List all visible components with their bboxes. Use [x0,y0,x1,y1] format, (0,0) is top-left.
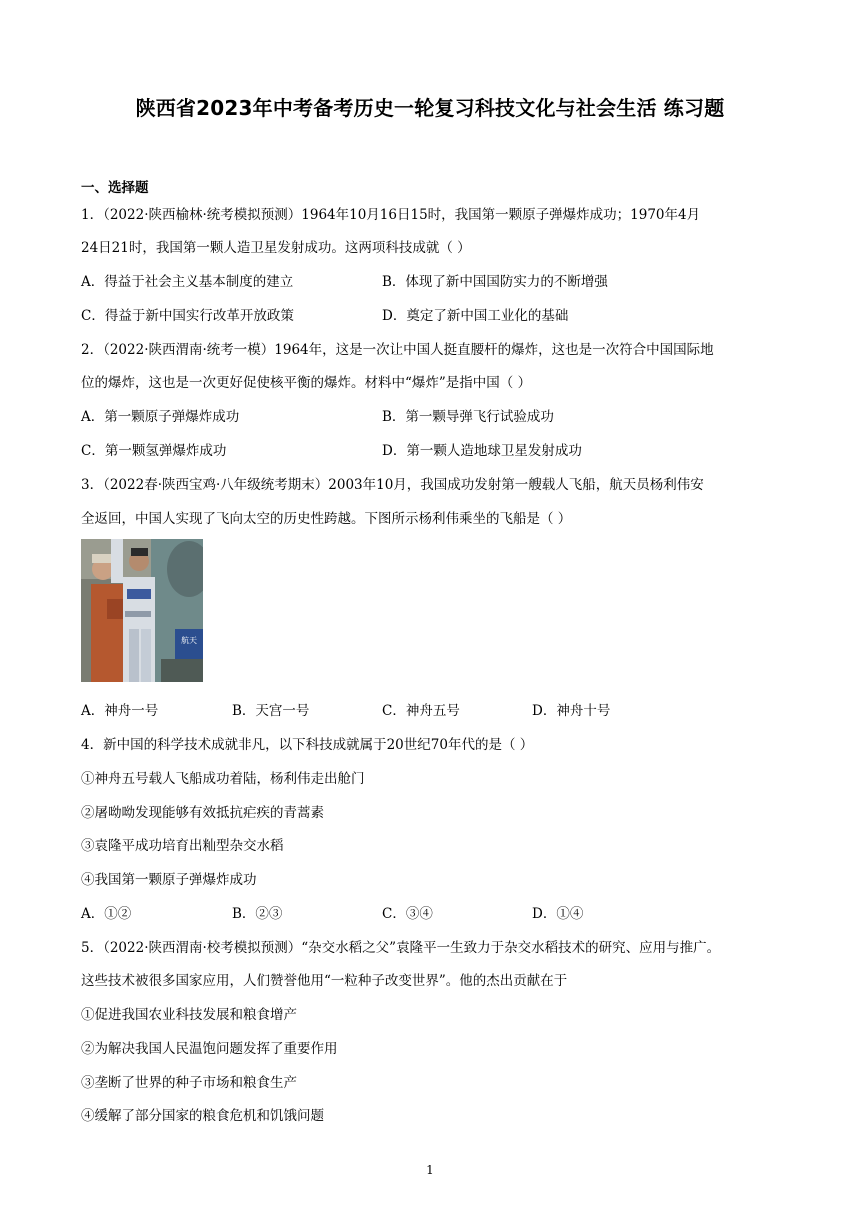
question-1-option-a: A．得益于社会主义基本制度的建立 [81,274,294,290]
question-3-option-c: C．神舟五号 [382,703,460,719]
question-5-line-1: 5．（2022·陕西渭南·校考模拟预测）“杂交水稻之父”袁隆平一生致力于杂交水稻技术的研究、应用与推广。 [81,940,721,956]
question-4-option-d: D．①④ [532,906,584,922]
question-5-item-1: ①促进我国农业科技发展和粮食增产 [81,1007,297,1023]
question-4-item-1: ①神舟五号载人飞船成功着陆，杨利伟走出舱门 [81,771,365,787]
question-4-option-c: C．③④ [382,906,433,922]
question-2-option-d: D．第一颗人造地球卫星发射成功 [382,443,582,459]
page-number: 1 [426,1163,434,1177]
question-3-option-a: A．神舟一号 [81,703,159,719]
question-5-item-3: ③垄断了世界的种子市场和粮食生产 [81,1075,297,1091]
question-2-option-c: C．第一颗氢弹爆炸成功 [81,443,227,459]
question-3-line-1: 3．（2022春·陕西宝鸡·八年级统考期末）2003年10月，我国成功发射第一艘载人飞船，航天员杨利伟安 [81,477,704,493]
question-4-option-b: B．②③ [232,906,283,922]
question-2-line-1: 2．（2022·陕西渭南·统考一模）1964年，这是一次让中国人挺直腰杆的爆炸，这也是一次符合中国国际地 [81,342,714,358]
question-2-option-b: B．第一颗导弹飞行试验成功 [382,409,554,425]
question-4-item-3: ③袁隆平成功培育出籼型杂交水稻 [81,838,284,854]
question-2-line-2: 位的爆炸，这也是一次更好促使核平衡的爆炸。材料中“爆炸”是指中国（ ） [81,375,532,391]
question-1-option-c: C．得益于新中国实行改革开放政策 [81,308,294,324]
question-5-line-2: 这些技术被很多国家应用，人们赞誉他用“一粒种子改变世界”。他的杰出贡献在于 [81,973,568,989]
question-4-option-a: A．①② [81,906,132,922]
question-5-item-2: ②为解决我国人民温饱问题发挥了重要作用 [81,1041,338,1057]
section-heading: 一、选择题 [81,180,149,196]
page-title: 陕西省2023年中考备考历史一轮复习科技文化与社会生活 练习题 [135,96,725,120]
question-1-line-2: 24日21时，我国第一颗人造卫星发射成功。这两项科技成就（ ） [81,240,471,256]
question-1-line-1: 1．（2022·陕西榆林·统考模拟预测）1964年10月16日15时，我国第一颗原子弹爆炸成功；1970年4月 [81,207,701,223]
question-4-item-2: ②屠呦呦发现能够有效抵抗疟疾的青蒿素 [81,805,324,821]
astronaut-photo [81,539,203,682]
question-2-option-a: A．第一颗原子弹爆炸成功 [81,409,240,425]
question-3-option-b: B．天宫一号 [232,703,310,719]
question-1-option-d: D．奠定了新中国工业化的基础 [382,308,569,324]
question-4-item-4: ④我国第一颗原子弹爆炸成功 [81,872,257,888]
question-3-line-2: 全返回，中国人实现了飞向太空的历史性跨越。下图所示杨利伟乘坐的飞船是（ ） [81,511,572,527]
question-4-line-1: 4．新中国的科学技术成就非凡，以下科技成就属于20世纪70年代的是（ ） [81,737,534,753]
question-3-option-d: D．神舟十号 [532,703,611,719]
sign-text: 航天 [181,636,197,645]
question-1-option-b: B．体现了新中国国防实力的不断增强 [382,274,608,290]
question-5-item-4: ④缓解了部分国家的粮食危机和饥饿问题 [81,1108,324,1124]
